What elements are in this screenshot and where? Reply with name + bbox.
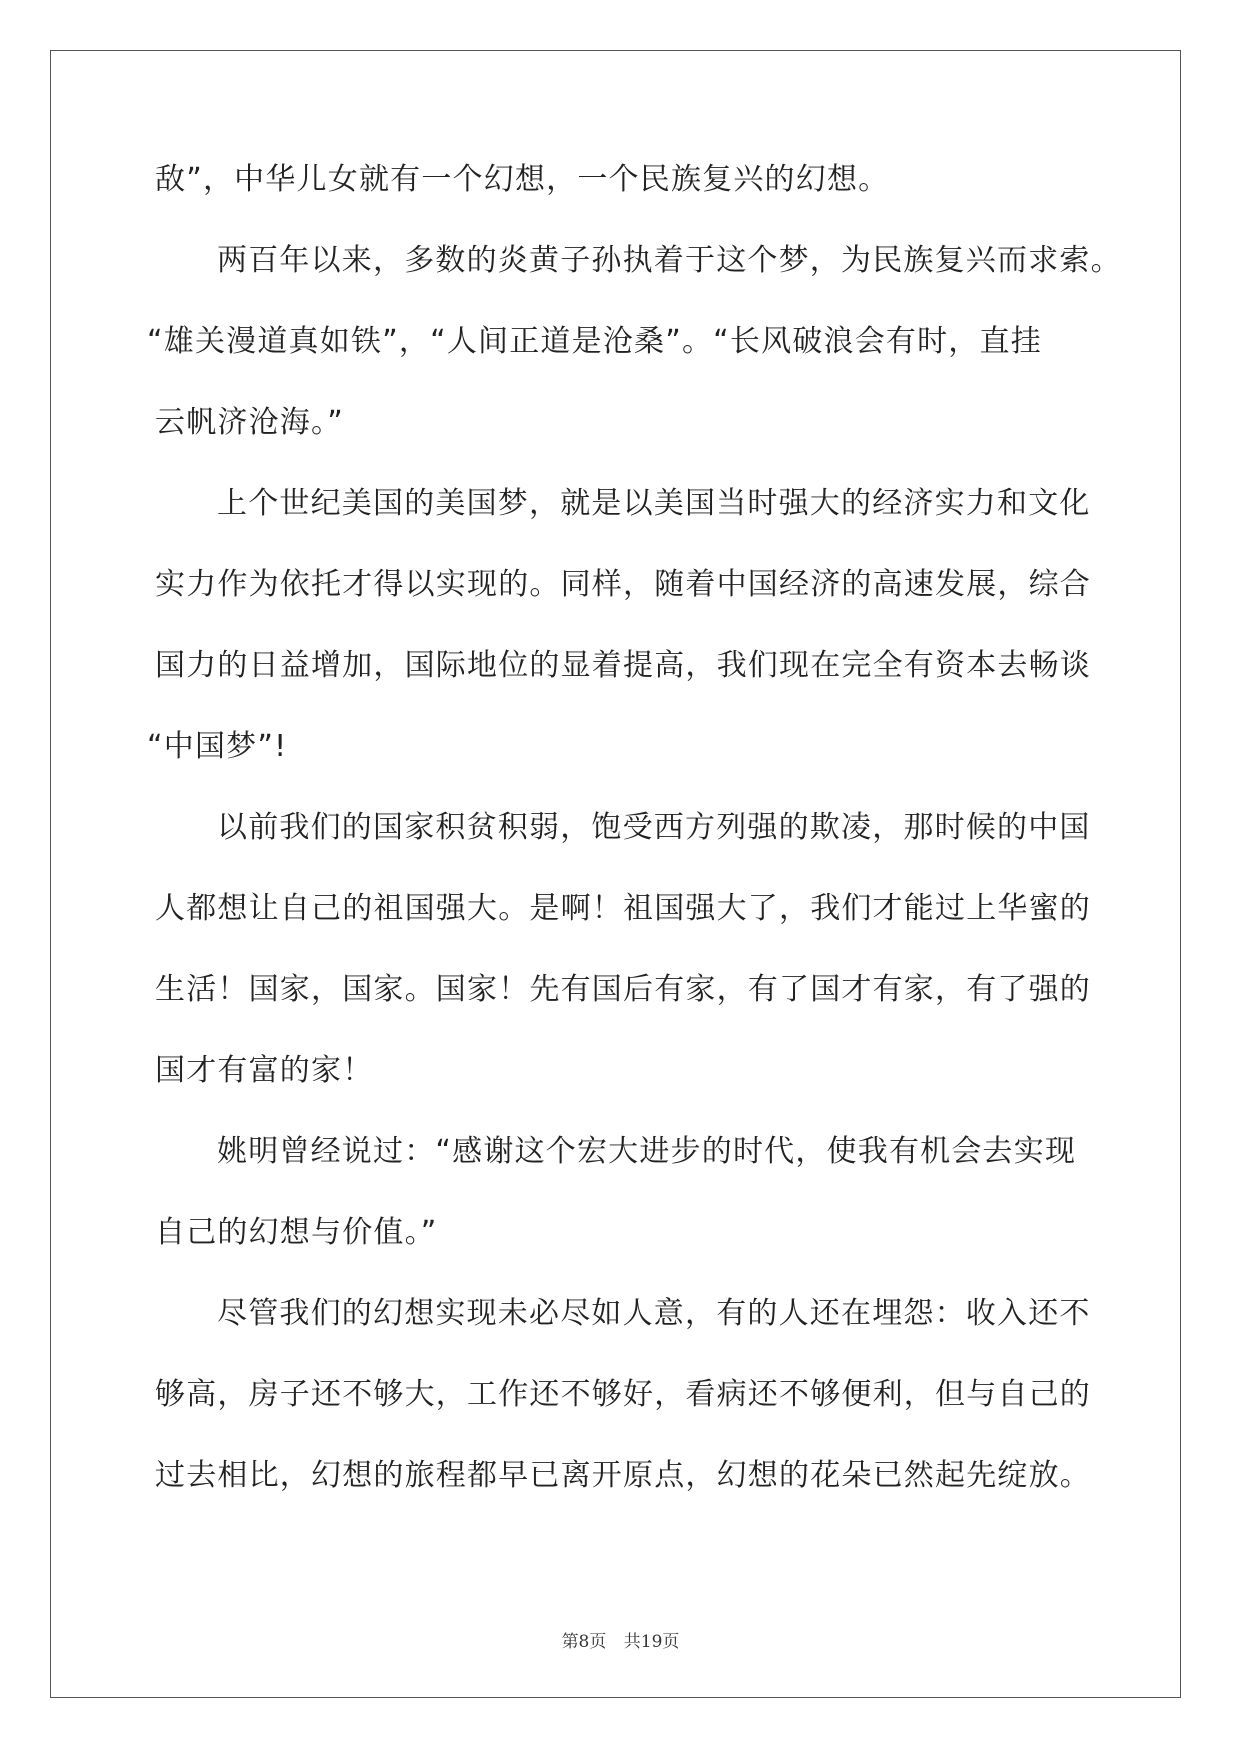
text-line: 以前我们的国家积贫积弱，饱受西方列强的欺凌，那时候的中国: [217, 810, 1091, 845]
page-total: 共19页: [623, 1632, 680, 1652]
text-line: 姚明曾经说过：“感谢这个宏大进步的时代，使我有机会去实现: [217, 1134, 1077, 1169]
text-line: 云帆济沧海。”: [155, 405, 344, 440]
text-line: 国力的日益增加，国际地位的显着提高，我们现在完全有资本去畅谈: [155, 648, 1091, 683]
text-line: 两百年以来，多数的炎黄子孙执着于这个梦，为民族复兴而求索。: [217, 243, 1122, 278]
text-line: 过去相比，幻想的旅程都早已离开原点，幻想的花朵已然起先绽放。: [155, 1458, 1091, 1493]
text-line: 够高，房子还不够大，工作还不够好，看病还不够便利，但与自己的: [155, 1377, 1091, 1412]
text-line: 人都想让自己的祖国强大。是啊！祖国强大了，我们才能过上华蜜的: [155, 891, 1091, 926]
body-text: [147, 160, 1122, 1537]
text-line: 自己的幻想与价值。”: [155, 1215, 438, 1250]
text-line: “雄关漫道真如铁”，“人间正道是沧桑”。“长风破浪会有时，直挂: [147, 324, 1042, 359]
text-line: 国才有富的家！: [155, 1053, 374, 1088]
text-line: 尽管我们的幻想实现未必尽如人意，有的人还在埋怨：收入还不: [217, 1296, 1091, 1331]
page-footer: [0, 1627, 1241, 1652]
text-line: 生活！国家，国家。国家！先有国后有家，有了国才有家，有了强的: [155, 972, 1091, 1007]
text-line: 敌”，中华儿女就有一个幻想，一个民族复兴的幻想。: [155, 162, 890, 197]
text-line: “中国梦”!: [147, 729, 288, 764]
text-line: 上个世纪美国的美国梦，就是以美国当时强大的经济实力和文化: [217, 486, 1091, 521]
page-number: 第8页: [561, 1632, 607, 1652]
text-line: 实力作为依托才得以实现的。同样，随着中国经济的高速发展，综合: [155, 567, 1091, 602]
